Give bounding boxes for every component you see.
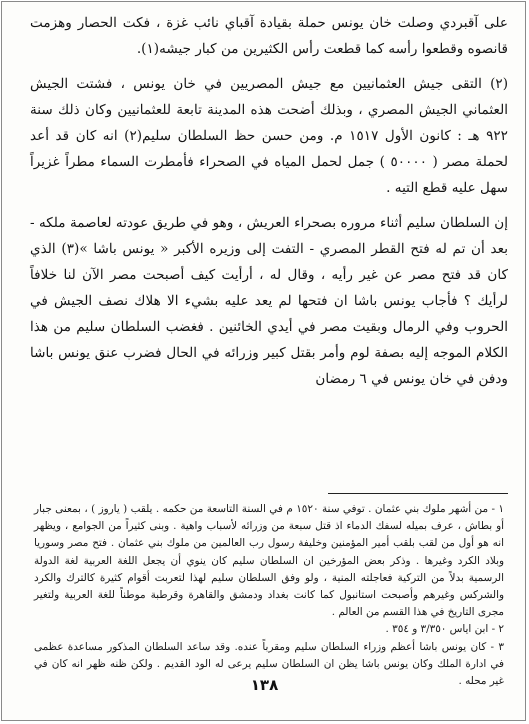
footnote: ٢ - ابن اياس ٣/٣٥٠ و ٣٥٤ . <box>385 623 504 636</box>
footnote: ١ - من أشهر ملوك بني عثمان . توفي سنة ١٥٢٠ م في السنة التاسعة من حكمه . يلقب ( ياروز ) ، بمعنى جبار أو بطاش ، عرف بميله لسفك الدماء اذ قتل سبعة من وزرائه لأسباب واهية . وبنى كثيراً من الجوامع ، ويظهر انه هو أول من لقب بلقب أمير المؤمنين وخليفة رسول رب العالمين من ملوك بني عثمان . فتح مصر وسوريا وبلاد الكرد وغيرها . وذكر بعض المؤرخين ان السلطان سليم كان ينوي أن يجعل اللغة العربية لغة الدولة الرسمية بدلاً من التركية فعاجلته المنية ، ولو وفق السلطان سليم لهذا لتعربت أقوام كثيرة كالترك والكرد والشركس وغيرهم وأصبحت استانبول كما كانت بغداد ودمشق والقاهرة وقرطبة موطناً للغة العربية ولتغير مجرى التاريخ في هذا القسم من العالم . <box>34 503 504 619</box>
body-paragraph: (٢) التقى جيش العثمانيين مع جيش المصريين في خان يونس ، فشتت الجيش العثماني الجيش المصري ، وبذلك أضحت هذه المدينة تابعة للعثمانيين وكان ذلك سنة ٩٢٢ هـ : كانون الأول ١٥١٧ م. ومن حسن حظ السلطان سليم(٢) انه كان قد أعد لحملة مصر ( ٥٠٠٠٠ ) جمل لحمل المياه في الصحراء فأمطرت السماء مطراً غزيراً سهل عليه قطع التيه . <box>30 76 509 196</box>
main-text <box>30 10 508 392</box>
footnote-divider <box>328 493 508 494</box>
body-paragraph: إن السلطان سليم أثناء مروره بصحراء العريش ، وهو في طريق عودته لعاصمة ملكه - بعد أن تم له فتح القطر المصري - التفت إلى وزيره الأكبر « يونس باشا »(٣) الذي كان قد فتح مصر عن غير رأيه ، وقال له ، أرأيت كيف أصبحت مصر الآن لنا خلافاً لرأيك ؟ فأجاب يونس باشا ان فتحها لم يعد عليه بشيء الا هلاك نصف الجيش في الحروب وفي الرمال وبقيت مصر في أيدي الخائنين . فغضب السلطان سليم من هذا الكلام الموجه إليه بصفة لوم وأمر بقتل كبير وزرائه في الحال فضرب عنق يونس باشا ودفن في خان يونس في ٦ رمضان <box>30 215 508 387</box>
page-number: ١٣٨ <box>250 676 279 694</box>
body-paragraph: على آقبردي وصلت خان يونس حملة بقيادة آقباي نائب غزة ، فكت الحصار وهزمت قانصوه وقطعوا رأسه كما قطعت رأس الكثيرين من كبار جيشه(١). <box>30 15 508 57</box>
footnote: ٣ - كان يونس باشا أعظم وزراء السلطان سليم ومقرباً عنده. وقد ساعد السلطان المذكور مساعدة عظمى في ادارة الملك وكان يونس باشا يظن ان السلطان سليم يرعى له الود القديم . ولكن ظنه ظهر انه كان في غير محله . <box>34 640 504 688</box>
footnotes <box>34 501 504 690</box>
